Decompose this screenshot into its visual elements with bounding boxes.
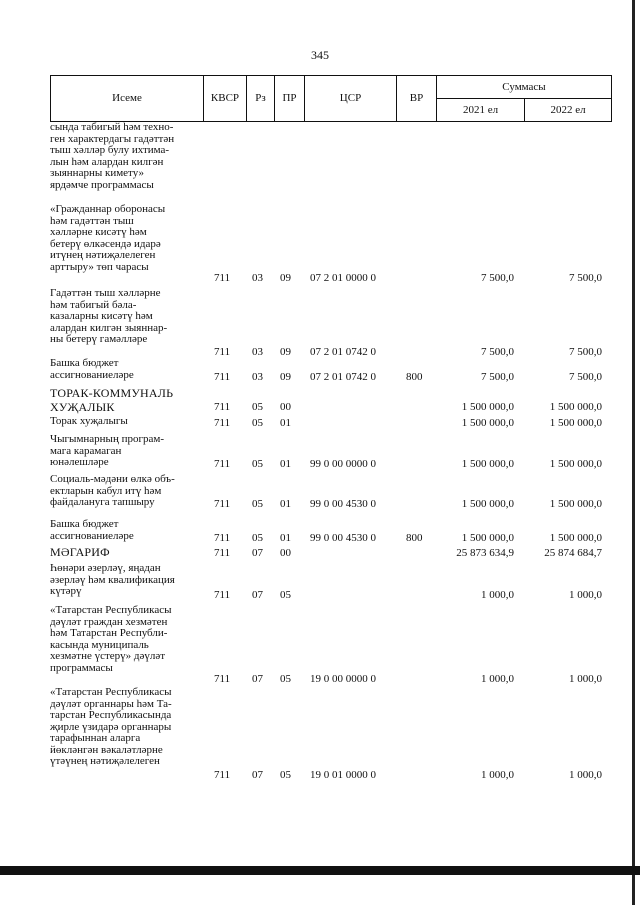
row-rz: 03 [252, 370, 263, 383]
row-pr: 00 [280, 546, 291, 559]
row-sum-2022: 1 500 000,0 [549, 497, 602, 510]
row-pr: 09 [280, 271, 291, 284]
row-pr: 09 [280, 345, 291, 358]
row-sum-2021: 1 500 000,0 [461, 531, 514, 544]
col-header-name: Исеме [112, 92, 142, 104]
row-kvsr: 711 [214, 588, 231, 601]
row-pr: 01 [280, 531, 291, 544]
row-name: Һөнәри әзерләү, яңадан әзерләү һәм квалификация күтәрү [50, 562, 175, 597]
row-rz: 03 [252, 271, 263, 284]
row-name: «Гражданнар оборонасы һәм гадәттән тыш хәлләрне кисәтү һәм бетерү өлкәсендә идарә итүнең нәтиҗәлелеген арттыру» төп чарасы [50, 203, 166, 273]
row-name: Башка бюджет ассигнованиеләре [50, 357, 134, 381]
row-rz: 05 [252, 497, 263, 510]
page-number: 345 [311, 48, 329, 62]
row-csr: 99 0 00 4530 0 [310, 531, 376, 544]
row-sum-2022: 1 500 000,0 [549, 400, 602, 413]
row-name: Башка бюджет ассигнованиеләре [50, 518, 134, 542]
row-sum-2021: 1 500 000,0 [461, 416, 514, 429]
row-rz: 05 [252, 400, 263, 413]
row-sum-2022: 7 500,0 [569, 345, 602, 358]
row-pr: 00 [280, 400, 291, 413]
row-pr: 01 [280, 457, 291, 470]
row-sum-2022: 1 500 000,0 [549, 531, 602, 544]
table-row [50, 519, 612, 544]
row-sum-2022: 25 874 684,7 [544, 546, 602, 559]
table-body [50, 122, 612, 782]
col-header-sums: Суммасы [502, 80, 546, 93]
table-row [50, 416, 612, 429]
row-sum-2022: 1 500 000,0 [549, 416, 602, 429]
table-row [50, 605, 612, 685]
row-kvsr: 711 [214, 457, 231, 470]
table-row [50, 386, 612, 413]
row-name: сында табигый һәм техно- ген характердагы гадәттән тыш хәлләр булу ихтима- лын һәм алардан килгән зыяннарны кимету» ярдәмче программасы [50, 121, 175, 191]
row-csr: 99 0 00 4530 0 [310, 497, 376, 510]
row-csr: 19 0 01 0000 0 [310, 768, 376, 781]
table-row [50, 122, 612, 192]
scan-bottom-bar [0, 866, 640, 875]
col-header-rz: Рз [255, 92, 266, 104]
row-sum-2021: 7 500,0 [481, 271, 514, 284]
row-vr: 800 [406, 531, 423, 544]
row-sum-2021: 1 500 000,0 [461, 457, 514, 470]
row-sum-2021: 25 873 634,9 [456, 546, 514, 559]
row-name: «Татарстан Республикасы дәүләт граждан хезмәтен һәм Татарстан Республи- касында муниципаль хезмәтне үстерү» дәүләт программасы [50, 604, 172, 674]
row-name: Гадәттән тыш хәлләрне һәм табигый бәла- казаларны кисәтү һәм алардан килгән зыяннар- ны бетерү гамәлләре [50, 287, 168, 345]
col-header-kvsr: КВСР [210, 92, 240, 104]
row-kvsr: 711 [214, 416, 231, 429]
row-name: МӘГАРИФ [50, 545, 110, 559]
table-row [50, 474, 612, 510]
row-pr: 05 [280, 768, 291, 781]
row-kvsr: 711 [214, 531, 231, 544]
row-kvsr: 711 [214, 271, 231, 284]
row-rz: 05 [252, 457, 263, 470]
row-pr: 01 [280, 416, 291, 429]
row-name: Торак хуҗалыгы [50, 415, 128, 427]
col-header-pr: ПР [282, 92, 297, 104]
col-header-vr: ВР [409, 92, 424, 104]
row-sum-2021: 1 000,0 [481, 672, 514, 685]
row-sum-2022: 1 000,0 [569, 588, 602, 601]
row-name: «Татарстан Республикасы дәүләт органнары һәм Та- тарстан Республикасында җирле үзидарә органнары тарафыннан аларга йөкләнгән вәкаләтләрне үтәүнең нәтиҗәлелеген [50, 686, 172, 767]
row-sum-2021: 1 500 000,0 [461, 497, 514, 510]
row-rz: 07 [252, 672, 263, 685]
table-row [50, 545, 612, 559]
row-rz: 03 [252, 345, 263, 358]
row-rz: 07 [252, 768, 263, 781]
col-header-2021: 2021 ел [462, 104, 499, 116]
row-kvsr: 711 [214, 345, 231, 358]
row-pr: 01 [280, 497, 291, 510]
row-kvsr: 711 [214, 546, 231, 559]
row-sum-2022: 7 500,0 [569, 370, 602, 383]
row-sum-2021: 7 500,0 [481, 370, 514, 383]
row-rz: 07 [252, 588, 263, 601]
table-row [50, 358, 612, 383]
row-sum-2022: 1 000,0 [569, 768, 602, 781]
row-vr: 800 [406, 370, 423, 383]
row-name: Чыгымнарның програм- мага карамаган юнәлешләре [50, 433, 164, 468]
row-name: Социаль-мәдәни өлкә объ- ектларын кабул итү һәм файдалануга тапшыру [50, 473, 175, 508]
row-sum-2021: 1 500 000,0 [461, 400, 514, 413]
row-csr: 07 2 01 0742 0 [310, 345, 376, 358]
table-row [50, 434, 612, 470]
row-csr: 07 2 01 0742 0 [310, 370, 376, 383]
row-sum-2022: 1 000,0 [569, 672, 602, 685]
row-kvsr: 711 [214, 370, 231, 383]
table-header [50, 75, 612, 122]
row-sum-2022: 7 500,0 [569, 271, 602, 284]
row-kvsr: 711 [214, 400, 231, 413]
row-rz: 07 [252, 546, 263, 559]
row-sum-2021: 1 000,0 [481, 768, 514, 781]
row-sum-2022: 1 500 000,0 [549, 457, 602, 470]
row-pr: 05 [280, 672, 291, 685]
row-kvsr: 711 [214, 672, 231, 685]
row-csr: 19 0 00 0000 0 [310, 672, 376, 685]
table-row [50, 288, 612, 358]
row-kvsr: 711 [214, 497, 231, 510]
scan-edge [632, 0, 635, 905]
table-row [50, 204, 612, 284]
row-kvsr: 711 [214, 768, 231, 781]
col-header-csr: ЦСР [339, 92, 362, 104]
row-pr: 05 [280, 588, 291, 601]
row-csr: 99 0 00 0000 0 [310, 457, 376, 470]
table-row [50, 563, 612, 601]
table-row [50, 687, 612, 781]
col-header-2022: 2022 ел [550, 104, 586, 116]
row-sum-2021: 7 500,0 [481, 345, 514, 358]
row-csr: 07 2 01 0000 0 [310, 271, 376, 284]
row-sum-2021: 1 000,0 [481, 588, 514, 601]
row-name: ТОРАК-КОММУНАЛЬ ХУҖАЛЫК [50, 386, 174, 414]
row-pr: 09 [280, 370, 291, 383]
row-rz: 05 [252, 531, 263, 544]
row-rz: 05 [252, 416, 263, 429]
